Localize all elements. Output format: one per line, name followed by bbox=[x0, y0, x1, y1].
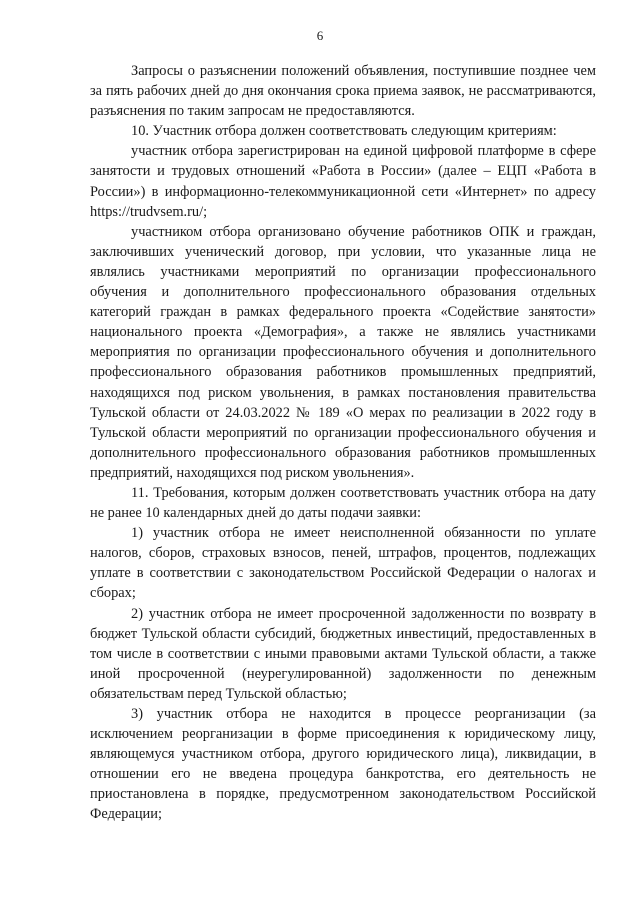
paragraph-requirements-heading: 11. Требования, которым должен соответствовать участник отбора на дату не ранее 10 календарных дней до даты подачи заявки: bbox=[90, 484, 596, 522]
document-body bbox=[90, 61, 596, 825]
paragraph-requirement-2: 2) участник отбора не имеет просроченной задолженности по возврату в бюджет Тульской области субсидий, бюджетных инвестиций, предоставленных в том числе в соответствии с иными правовыми актами Тульской области, а также иной просроченной (неурегулированной) задолженности по денежным обязательствам перед Тульской областью; bbox=[90, 605, 596, 702]
paragraph-criterion-training: участником отбора организовано обучение работников ОПК и граждан, заключивших ученический договор, при условии, что указанные лица не являлись участниками мероприятий по организации профессионального обучения и дополнительного профессионального образования отдельных категорий граждан в рамках федерального проекта «Содействие занятости» национального проекта «Демография», а также не являлись участниками мероприятия по организации профессионального обучения и дополнительного профессионального образования работников промышленных предприятий, находящихся под риском увольнения, в рамках постановления правительства Тульской области от 24.03.2022 № 189 «О мерах по реализации в 2022 году в Тульской области мероприятий по организации профессионального обучения и дополнительного профессионального образования работников промышленных предприятий, находящихся под риском увольнения». bbox=[90, 223, 596, 481]
paragraph-requirement-3: 3) участник отбора не находится в процессе реорганизации (за исключением реорганизации в форме присоединения к юридическому лицу, являющемуся участником отбора, другого юридического лица), ликвидации, в отношении его не введена процедура банкротства, его деятельность не приостановлена в порядке, предусмотренном законодательством Российской Федерации; bbox=[90, 706, 596, 823]
page-number: 6 bbox=[316, 28, 324, 43]
paragraph-clarification-requests: Запросы о разъяснении положений объявления, поступившие позднее чем за пять рабочих дней до дня окончания срока приема заявок, не рассматриваются, разъяснения по таким запросам не предоставляются. bbox=[90, 63, 596, 120]
paragraph-criterion-registration: участник отбора зарегистрирован на единой цифровой платформе в сфере занятости и трудовых отношений «Работа в России» (далее – ЕЦП «Работа в России») в информационно-телекоммуникационной сети «Интернет» по адресу https://trudvsem.ru/; bbox=[90, 143, 596, 220]
paragraph-criteria-heading: 10. Участник отбора должен соответствовать следующим критериям: bbox=[131, 123, 557, 140]
paragraph-requirement-1: 1) участник отбора не имеет неисполненной обязанности по уплате налогов, сборов, страховых взносов, пеней, штрафов, процентов, подлежащих уплате в соответствии с законодательством Российской Федерации о налогах и сборах; bbox=[90, 525, 596, 602]
